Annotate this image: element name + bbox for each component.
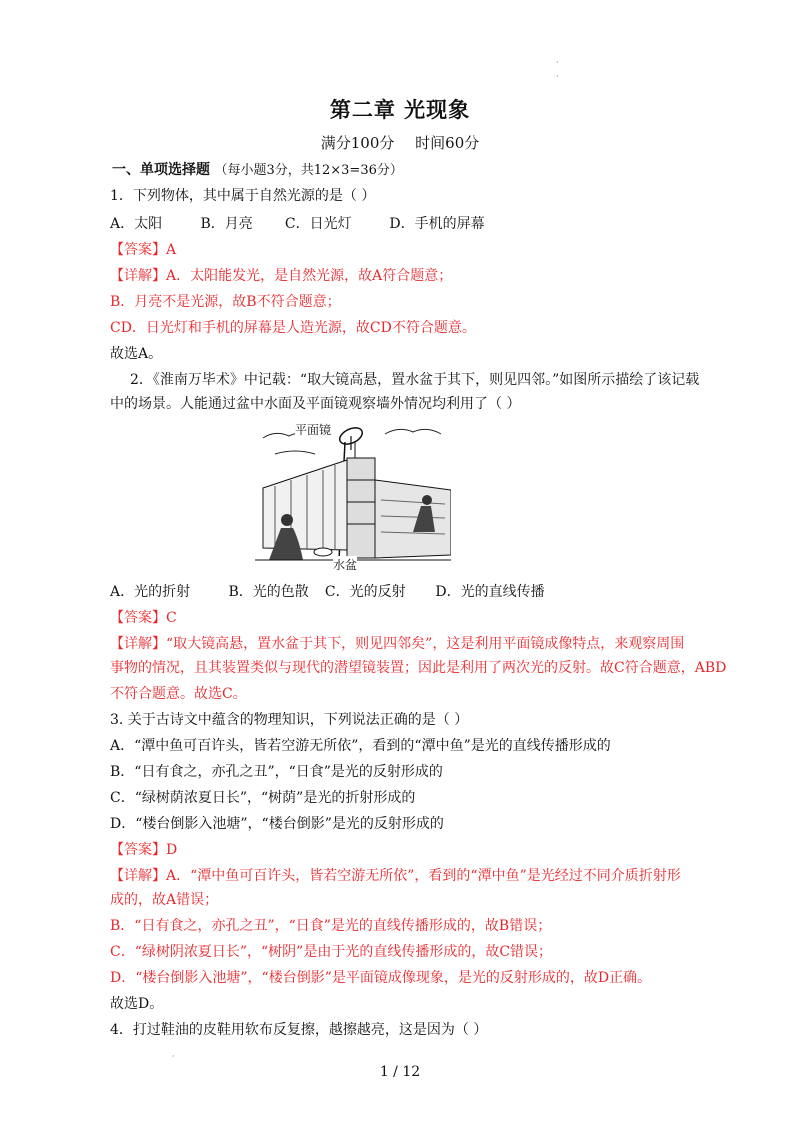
- option-a: A．太阳: [110, 216, 163, 232]
- option-a: A．光的折射: [110, 584, 191, 600]
- option-b: B．光的色散: [228, 584, 309, 600]
- option-d: D．光的直线传播: [435, 584, 545, 600]
- question-3-stem: 3. 关于古诗文中蕴含的物理知识，下列说法正确的是（ ）: [110, 712, 469, 728]
- exam-info: [0, 132, 800, 153]
- question-3-explain-2: 成的，故A错误；: [110, 892, 219, 908]
- question-3-option-b: B．“日有食之，亦孔之丑”，“日食”是光的反射形成的: [110, 764, 443, 780]
- question-2-answer: 【答案】C: [110, 610, 177, 626]
- section-heading: [112, 160, 403, 181]
- question-1-explain-2: B．月亮不是光源，故B不符合题意；: [110, 294, 341, 310]
- page-number: 1 / 12: [379, 1064, 421, 1080]
- scan-dot: ·: [556, 72, 559, 81]
- time-label: 时间60分: [415, 134, 480, 152]
- section-title: 一、单项选择题: [112, 162, 210, 178]
- question-3-explain-4: C．“绿树阴浓夏日长”，“树阴”是由于光的直线传播形成的，故C错误；: [110, 944, 553, 960]
- question-3-answer: 【答案】D: [110, 842, 178, 858]
- score-label: 满分100分: [320, 134, 395, 152]
- mirror-label: 平面镜: [295, 423, 332, 437]
- question-1-conclusion: 故选A。: [110, 346, 163, 362]
- illustration-drawing: [255, 420, 451, 570]
- basin-label: 水盆: [333, 558, 358, 572]
- question-1-explain-3: CD．日光灯和手机的屏幕是人造光源，故CD不符合题意。: [110, 320, 476, 336]
- question-2-stem-1: 2．《淮南万毕术》中记载：“取大镜高悬，置水盆于其下，则见四邻。”如图所示描绘了该记载: [130, 372, 700, 388]
- periscope-illustration: [255, 420, 451, 570]
- question-3-explain-3: B．“日有食之，亦孔之丑”，“日食”是光的直线传播形成的，故B错误；: [110, 918, 552, 934]
- question-1-stem: 1．下列物体，其中属于自然光源的是（ ）: [110, 188, 376, 204]
- question-2-explain-2: 事物的情况，且其装置类似与现代的潜望镜装置；因此是利用了两次光的反射。故C符合题意，ABD: [110, 660, 727, 676]
- page-title: 第二章 光现象: [329, 97, 471, 122]
- question-3-option-c: C．“绿树荫浓夏日长”，“树荫”是光的折射形成的: [110, 790, 416, 806]
- option-c: C．日光灯: [284, 216, 352, 232]
- option-b: B．月亮: [200, 216, 253, 232]
- scan-dot: ·: [556, 58, 559, 67]
- question-2-explain-1: 【详解】“取大镜高悬，置水盆于其下，则见四邻矣”，这是利用平面镜成像特点，来观察周围: [110, 636, 685, 652]
- scan-dot: ·: [172, 1052, 175, 1061]
- question-2-stem-2: 中的场景。人能通过盆中水面及平面镜观察墙外情况均利用了（ ）: [110, 396, 521, 412]
- option-d: D．手机的屏幕: [389, 216, 485, 232]
- question-3-option-d: D．“楼台倒影入池塘”，“楼台倒影”是光的反射形成的: [110, 816, 444, 832]
- question-3-explain-1: 【详解】A．“潭中鱼可百许头，皆若空游无所依”，看到的“潭中鱼”是光经过不同介质折射形: [110, 868, 681, 884]
- question-3-conclusion: 故选D。: [110, 996, 164, 1012]
- question-2-options: [110, 582, 545, 602]
- question-3-explain-5: D．“楼台倒影入池塘”，“楼台倒影”是平面镜成像现象，是光的反射形成的，故D正确。: [110, 970, 652, 986]
- question-2-explain-3: 不符合题意。故选C。: [110, 686, 247, 702]
- option-c: C．光的反射: [324, 584, 406, 600]
- question-3-option-a: A．“潭中鱼可百许头，皆若空游无所依”，看到的“潭中鱼”是光的直线传播形成的: [110, 738, 611, 754]
- question-1-options: [110, 214, 485, 234]
- question-1-answer: 【答案】A: [110, 242, 177, 258]
- question-4-stem: 4．打过鞋油的皮鞋用软布反复擦，越擦越亮，这是因为（ ）: [110, 1022, 488, 1038]
- question-1-explain-1: 【详解】A．太阳能发光，是自然光源，故A符合题意；: [110, 268, 453, 284]
- section-note: （每小题3分，共12×3=36分）: [214, 163, 403, 178]
